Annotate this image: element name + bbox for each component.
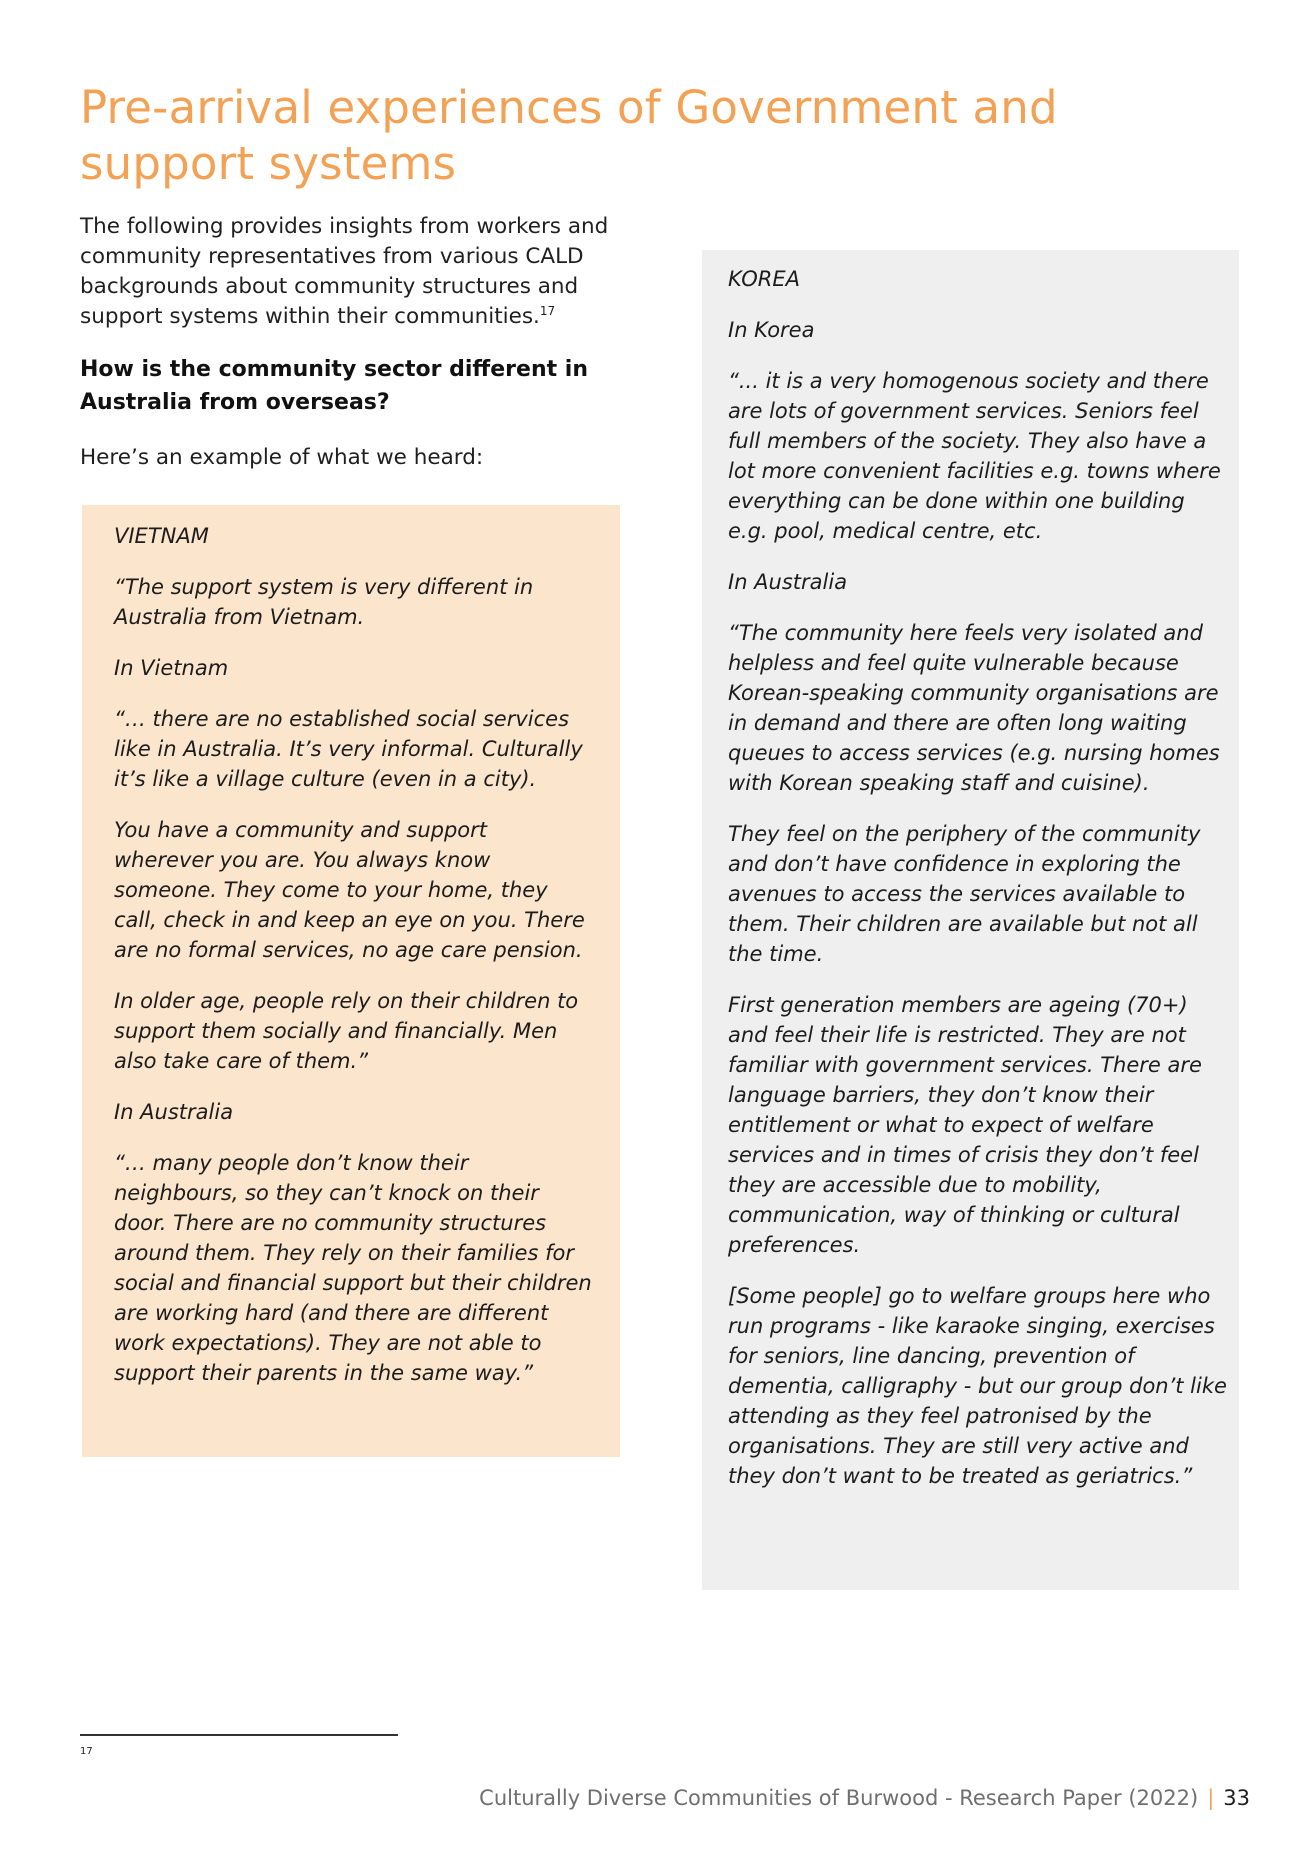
- footnote-reference: 17: [539, 303, 556, 318]
- korea-quote-box: [702, 250, 1239, 1590]
- page-footer: [479, 1783, 1250, 1813]
- vietnam-paragraph: “… many people don’t know their neighbours, so they can’t knock on their door. There are no community structures around them. They rely on their families for social and financial support but their children are working hard (and there are different work expectations). They are not able to support their parents in the same way.”: [114, 1151, 592, 1385]
- page-title: Pre-arrival experiences of Government and support systems: [80, 81, 1058, 190]
- korea-paragraph: “... it is a very homogenous society and there are lots of government services. Seniors feel full members of the society. They also have a lot more convenient facilities e.g. towns where everything can be done within one building e.g. pool, medical centre, etc.: [728, 369, 1221, 543]
- footnote-divider: [80, 1734, 398, 1736]
- footer-separator: |: [1207, 1786, 1215, 1810]
- vietnam-paragraph: In older age, people rely on their children to support them socially and financially. Men also take care of them.”: [114, 989, 579, 1073]
- korea-paragraph: [Some people] go to welfare groups here who run programs - like karaoke singing, exercises for seniors, line dancing, prevention of dementia, calligraphy - but our group don’t like attending as they feel patronised by the organisations. They are still very active and they don’t want to be treated as geriatrics.”: [728, 1284, 1227, 1488]
- intro-text: The following provides insights from workers and community representatives from various CALD backgrounds about community structures and support systems within their communities.: [80, 214, 609, 329]
- korea-subheading: In Korea: [728, 318, 815, 342]
- footnote-number: 17: [80, 1746, 93, 1757]
- vietnam-quote-box: [82, 505, 620, 1457]
- korea-paragraph: They feel on the periphery of the community and don’t have confidence in exploring the avenues to access the services available to them. Their children are available but not all the time.: [728, 822, 1201, 966]
- vietnam-heading: VIETNAM: [114, 524, 209, 548]
- page-number: 33: [1223, 1786, 1250, 1810]
- footer-text: Culturally Diverse Communities of Burwood - Research Paper (2022): [479, 1786, 1199, 1810]
- vietnam-paragraph: You have a community and support wherever you are. You always know someone. They come to your home, they call, check in and keep an eye on you. There are no formal services, no age care pension.: [114, 818, 585, 962]
- vietnam-subheading: In Vietnam: [114, 656, 229, 680]
- question-heading: How is the community sector different in Australia from overseas?: [80, 357, 588, 415]
- intro-paragraph: [80, 212, 625, 332]
- korea-subheading: In Australia: [728, 570, 848, 594]
- korea-heading: KOREA: [728, 267, 800, 291]
- korea-paragraph: First generation members are ageing (70+) and feel their life is restricted. They are not familiar with government services. There are language barriers, they don’t know their entitlement or what to expect of welfare services and in times of crisis they don’t feel they are accessible due to mobility, communication, way of thinking or cultural preferences.: [728, 993, 1202, 1257]
- vietnam-subheading: In Australia: [114, 1100, 234, 1124]
- korea-paragraph: “The community here feels very isolated and helpless and feel quite vulnerable because Korean-speaking community organisations are in demand and there are often long waiting queues to access services (e.g. nursing homes with Korean speaking staff and cuisine).: [728, 621, 1220, 795]
- example-lead: Here’s an example of what we heard:: [80, 445, 484, 470]
- vietnam-paragraph: “The support system is very different in Australia from Vietnam.: [114, 575, 534, 629]
- vietnam-paragraph: “… there are no established social services like in Australia. It’s very informal. Culturally it’s like a village culture (even in a city).: [114, 707, 583, 791]
